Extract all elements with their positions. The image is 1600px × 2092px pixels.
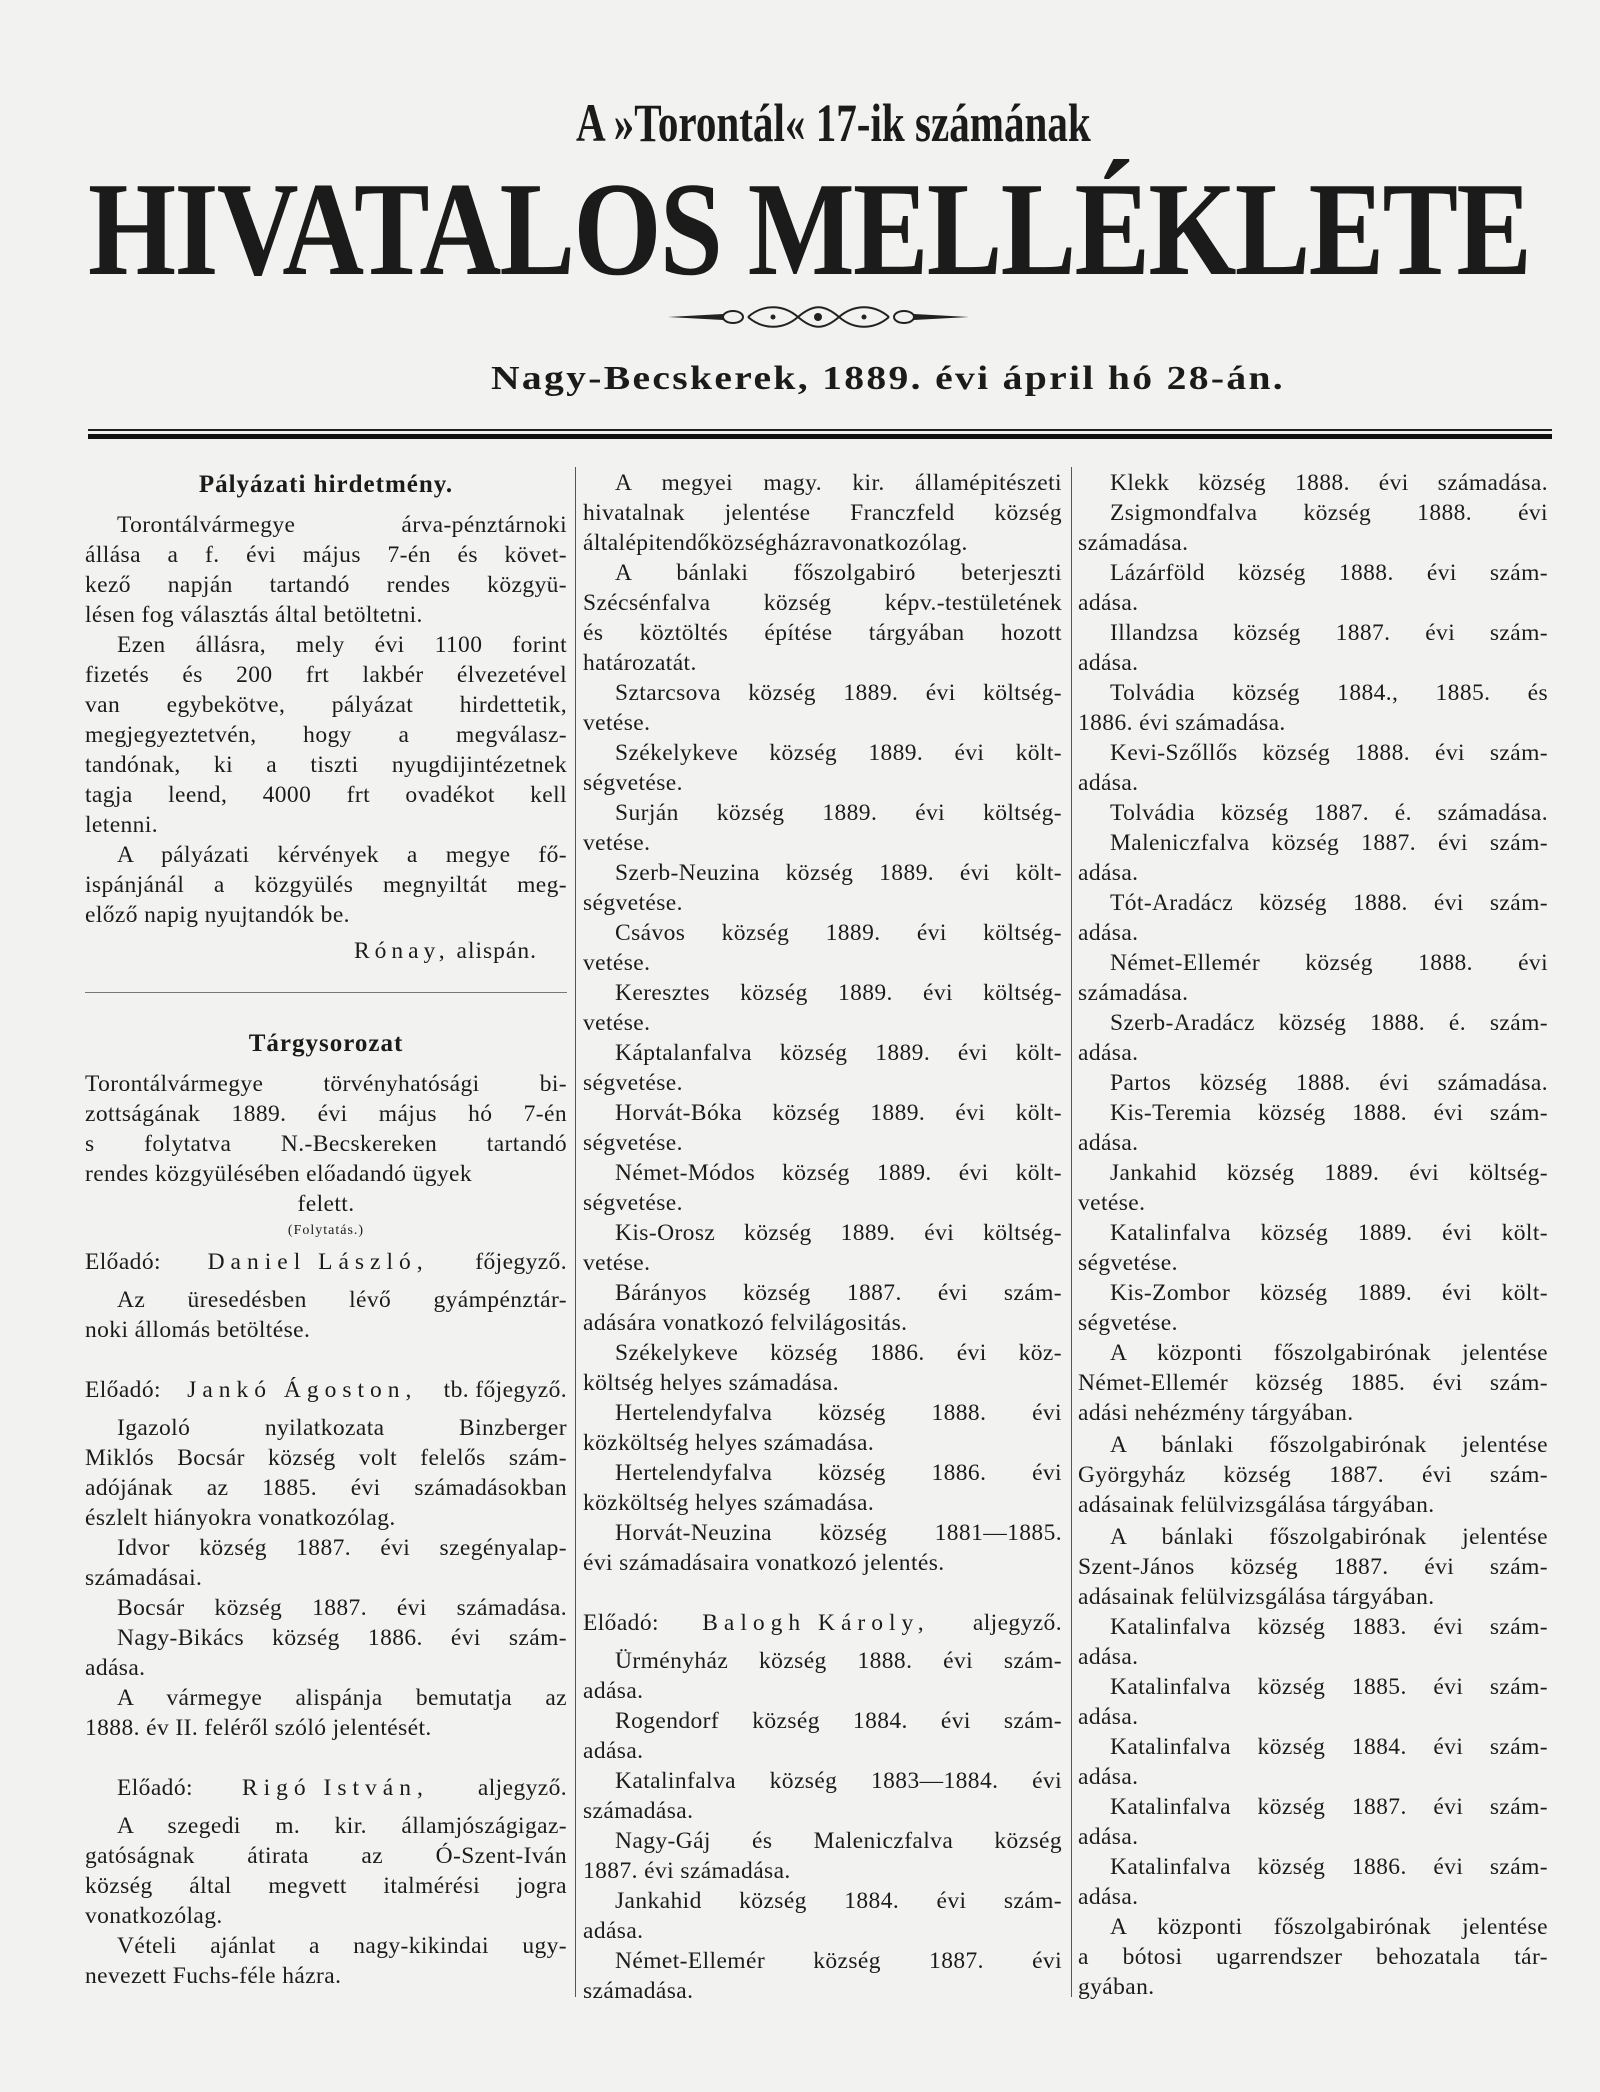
supplement-subtitle: A »Torontál« 17-ik számának bbox=[576, 93, 1091, 153]
text-line: adása. bbox=[1078, 1040, 1139, 1066]
text-line: a bótosi ugarrendszer behozatala tár- bbox=[1078, 1944, 1548, 1970]
agenda-paragraph bbox=[1078, 1612, 1548, 1672]
agenda-paragraph bbox=[1078, 1098, 1548, 1158]
text-line: ispánjánál a közgyülés megnyiltát meg- bbox=[85, 872, 567, 898]
agenda-paragraph bbox=[583, 1646, 1062, 1706]
presenter-line bbox=[583, 1608, 1062, 1638]
text-line: vetése. bbox=[583, 830, 651, 856]
text-line: Nagy-Bikács község 1886. évi szám- bbox=[117, 1625, 567, 1651]
text-line: adása. bbox=[1078, 1130, 1139, 1156]
text-line: gatóságnak átirata az Ó-Szent-Iván bbox=[85, 1843, 567, 1869]
text-line: Keresztes község 1889. évi költség- bbox=[615, 980, 1062, 1006]
text-line: Partos község 1888. évi számadása. bbox=[1110, 1070, 1548, 1096]
text-line: megjegyeztetvén, hogy a megválasz- bbox=[85, 722, 567, 748]
text-line: Lázárföld község 1888. évi szám- bbox=[1110, 560, 1548, 586]
text-line: adása. bbox=[1078, 650, 1139, 676]
text-line: közköltség helyes számadása. bbox=[583, 1430, 875, 1456]
text-line: Katalinfalva község 1889. évi költ- bbox=[1110, 1220, 1548, 1246]
presenter-name: Jankó Ágoston, bbox=[187, 1377, 418, 1403]
text-line: Miklós Bocsár község volt felelős szám- bbox=[85, 1445, 567, 1471]
blank-space bbox=[85, 1743, 567, 1769]
text-line: Katalinfalva község 1883. évi szám- bbox=[1110, 1614, 1548, 1640]
text-line: A bánlaki főszolgabiró beterjeszti bbox=[615, 560, 1062, 586]
text-line: Igazoló nyilatkozata Binzberger bbox=[117, 1415, 567, 1441]
text-line: A szegedi m. kir. államjószágigaz- bbox=[117, 1813, 567, 1839]
text-line: Német-Ellemér község 1887. évi bbox=[615, 1948, 1062, 1974]
text-line: tagja leend, 4000 frt ovadékot kell bbox=[85, 782, 567, 808]
text-line: és köztöltés építése tárgyában hozott bbox=[583, 620, 1062, 646]
text-line: Székelykeve község 1889. évi költ- bbox=[615, 740, 1062, 766]
text-line: Német-Ellemér község 1885. évi szám- bbox=[1078, 1370, 1548, 1396]
text-line: Katalinfalva község 1884. évi szám- bbox=[1110, 1734, 1548, 1760]
text-line: Horvát-Neuzina község 1881—1885. bbox=[615, 1520, 1062, 1546]
agenda-paragraph bbox=[1078, 1852, 1548, 1912]
agenda-paragraph bbox=[583, 1826, 1062, 1886]
text-line: Zsigmondfalva község 1888. évi bbox=[1110, 500, 1548, 526]
agenda-paragraph bbox=[583, 1218, 1062, 1278]
agenda-paragraph bbox=[85, 1413, 567, 1533]
agenda-paragraph bbox=[1078, 1792, 1548, 1852]
text-line: Káptalanfalva község 1889. évi költ- bbox=[615, 1040, 1062, 1066]
text-line: Német-Módos község 1889. évi költ- bbox=[615, 1160, 1062, 1186]
text-line: 1886. évi számadása. bbox=[1078, 710, 1286, 736]
text-line: rendes közgyülésében előadandó ügyek bbox=[85, 1161, 473, 1187]
agenda-paragraph bbox=[583, 1278, 1062, 1338]
agenda-paragraph bbox=[1078, 468, 1548, 498]
presenter-name: Daniel László, bbox=[207, 1249, 429, 1275]
agenda-paragraph bbox=[1078, 1912, 1548, 2002]
text-line: van egybekötve, pályázat hirdettetik, bbox=[85, 692, 567, 718]
text-line: Tolvádia község 1887. é. számadása. bbox=[1110, 800, 1548, 826]
agenda-paragraph bbox=[85, 1683, 567, 1743]
agenda-paragraph bbox=[85, 1533, 567, 1593]
ornament-divider-icon bbox=[663, 302, 974, 332]
text-line: Az üresedésben lévő gyámpénztár- bbox=[117, 1287, 567, 1313]
text-line: vetése. bbox=[583, 950, 651, 976]
text-line: Katalinfalva község 1883—1884. évi bbox=[615, 1768, 1062, 1794]
text-line: letenni. bbox=[85, 812, 159, 838]
text-line: Tolvádia község 1884., 1885. és bbox=[1110, 680, 1548, 706]
text-line: adása. bbox=[1078, 1644, 1139, 1670]
text-line: Német-Ellemér község 1888. évi bbox=[1110, 950, 1548, 976]
text-line: adása. bbox=[1078, 1884, 1139, 1910]
centered-text: felett. bbox=[297, 1191, 355, 1217]
text-line: vetése. bbox=[1078, 1190, 1146, 1216]
text-line: költség helyes számadása. bbox=[583, 1370, 840, 1396]
text-line: lésen fog választás által betöltetni. bbox=[85, 602, 423, 628]
agenda-paragraph bbox=[1078, 948, 1548, 1008]
text-line: Maleniczfalva község 1887. évi szám- bbox=[1110, 830, 1548, 856]
agenda-paragraph bbox=[583, 1946, 1062, 2006]
agenda-paragraph bbox=[85, 1069, 567, 1189]
agenda-paragraph bbox=[85, 1811, 567, 1931]
text-line: számadása. bbox=[1078, 530, 1189, 556]
agenda-paragraph bbox=[1078, 618, 1548, 678]
agenda-paragraph bbox=[1078, 1672, 1548, 1732]
text-line: Szerb-Neuzina község 1889. évi költ- bbox=[615, 860, 1062, 886]
text-line: noki állomás betöltése. bbox=[85, 1317, 311, 1343]
text-line: évi számadásaira vonatkozó jelentés. bbox=[583, 1550, 945, 1576]
dateline: Nagy-Becskerek, 1889. évi ápril hó 28-án. bbox=[491, 360, 1286, 397]
text-line: A bánlaki főszolgabirónak jelentése bbox=[1110, 1524, 1548, 1550]
agenda-paragraph bbox=[583, 558, 1062, 678]
agenda-paragraph bbox=[1078, 828, 1548, 888]
text-line: Bocsár község 1887. évi számadása. bbox=[117, 1595, 567, 1621]
text-line: A megyei magy. kir. államépitészeti bbox=[615, 470, 1062, 496]
signature bbox=[85, 936, 567, 966]
text-line: Szent-János község 1887. évi szám- bbox=[1078, 1554, 1548, 1580]
agenda-paragraph bbox=[583, 468, 1062, 558]
text-line: számadásai. bbox=[85, 1565, 203, 1591]
text-line: állása a f. évi május 7-én és követ- bbox=[85, 542, 567, 568]
text-line: Jankahid község 1889. évi költség- bbox=[1110, 1160, 1548, 1186]
agenda-paragraph bbox=[85, 1285, 567, 1345]
presenter-role: aljegyző. bbox=[477, 1775, 567, 1801]
text-line: adójának az 1885. évi számadásokban bbox=[85, 1475, 567, 1501]
agenda-paragraph bbox=[1078, 1068, 1548, 1098]
column-3 bbox=[1078, 468, 1548, 2002]
text-line: A vármegye alispánja bemutatja az bbox=[117, 1685, 567, 1711]
text-line: Katalinfalva község 1885. évi szám- bbox=[1110, 1674, 1548, 1700]
agenda-paragraph bbox=[583, 858, 1062, 918]
text-line: nevezett Fuchs-féle házra. bbox=[85, 1963, 342, 1989]
presenter-label: Előadó: bbox=[85, 1377, 161, 1403]
text-line: adása. bbox=[1078, 860, 1139, 886]
masthead-title: HIVATALOS MELLÉKLETE bbox=[88, 155, 1531, 303]
text-line: Surján község 1889. évi költség- bbox=[615, 800, 1062, 826]
column-divider bbox=[575, 467, 576, 1997]
text-line: Kis-Orosz község 1889. évi költség- bbox=[615, 1220, 1062, 1246]
agenda-paragraph bbox=[583, 1766, 1062, 1826]
text-line: Torontálvármegye árva-pénztárnoki bbox=[117, 512, 567, 538]
text-line: A bánlaki főszolgabirónak jelentése bbox=[1110, 1432, 1548, 1458]
presenter-name: Balogh Károly, bbox=[702, 1610, 930, 1636]
text-line: ségvetése. bbox=[583, 1190, 683, 1216]
text-line: ségvetése. bbox=[1078, 1310, 1178, 1336]
text-line: határozatát. bbox=[583, 650, 697, 676]
text-line: adása. bbox=[583, 1918, 644, 1944]
blank-space bbox=[583, 1578, 1062, 1604]
text-line: adása. bbox=[583, 1738, 644, 1764]
text-line: adása. bbox=[1078, 1824, 1139, 1850]
text-line: adásainak felülvizsgálása tárgyában. bbox=[1078, 1492, 1435, 1518]
presenter-label: Előadó: bbox=[85, 1249, 161, 1275]
text-line: fizetés és 200 frt lakbér élvezetével bbox=[85, 662, 567, 688]
section-heading: Pályázati hirdetmény. bbox=[198, 471, 454, 498]
text-line: adásainak felülvizsgálása tárgyában. bbox=[1078, 1584, 1435, 1610]
text-line: észlelt hiányokra vonatkozólag. bbox=[85, 1505, 396, 1531]
text-line: adása. bbox=[1078, 770, 1139, 796]
agenda-paragraph bbox=[1078, 1338, 1548, 1428]
text-line: adása. bbox=[1078, 1704, 1139, 1730]
text-line: Kevi-Szőllős község 1888. évi szám- bbox=[1110, 740, 1548, 766]
agenda-paragraph bbox=[1078, 1732, 1548, 1792]
agenda-paragraph bbox=[583, 1038, 1062, 1098]
text-line: Klekk község 1888. évi számadása. bbox=[1110, 470, 1548, 496]
text-line: Hertelendyfalva község 1886. évi bbox=[615, 1460, 1062, 1486]
text-line: hivatalnak jelentése Franczfeld község bbox=[583, 500, 1062, 526]
text-line: Nagy-Gáj és Maleniczfalva község bbox=[615, 1828, 1062, 1854]
text-line: tandónak, ki a tiszti nyugdijintézetnek bbox=[85, 752, 567, 778]
text-line: zottságának 1889. évi május hó 7-én bbox=[85, 1101, 567, 1127]
text-line: Idvor község 1887. évi szegényalap- bbox=[117, 1535, 567, 1561]
text-line: 1888. év II. feléről szóló jelentését. bbox=[85, 1715, 432, 1741]
agenda-paragraph bbox=[583, 1158, 1062, 1218]
text-line: Horvát-Bóka község 1889. évi költ- bbox=[615, 1100, 1062, 1126]
presenter-label: Előadó: bbox=[117, 1775, 193, 1801]
agenda-paragraph bbox=[1078, 738, 1548, 798]
header-rule-thick bbox=[88, 434, 1552, 439]
text-line: Katalinfalva község 1887. évi szám- bbox=[1110, 1794, 1548, 1820]
text-line: Ürményház község 1888. évi szám- bbox=[615, 1648, 1062, 1674]
text-line: ségvetése. bbox=[583, 890, 683, 916]
text-line: Ezen állásra, mely évi 1100 forint bbox=[117, 632, 567, 658]
text-line: Szerb-Aradácz község 1888. é. szám- bbox=[1110, 1010, 1548, 1036]
text-line: Torontálvármegye törvényhatósági bi- bbox=[85, 1071, 567, 1097]
agenda-paragraph bbox=[85, 630, 567, 840]
agenda-paragraph bbox=[1078, 498, 1548, 558]
agenda-paragraph bbox=[85, 510, 567, 630]
text-line: 1887. évi számadása. bbox=[583, 1858, 791, 1884]
agenda-paragraph bbox=[583, 1706, 1062, 1766]
text-line: Bárányos község 1887. évi szám- bbox=[615, 1280, 1062, 1306]
text-line: Jankahid község 1884. évi szám- bbox=[615, 1888, 1062, 1914]
header-rule-thin bbox=[88, 429, 1552, 431]
agenda-paragraph bbox=[85, 1623, 567, 1683]
text-line: Székelykeve község 1886. évi köz- bbox=[615, 1340, 1062, 1366]
presenter-label: Előadó: bbox=[583, 1610, 659, 1636]
agenda-paragraph bbox=[1078, 1008, 1548, 1068]
text-line: község által megvett italmérési jogra bbox=[85, 1873, 567, 1899]
text-line: Tót-Aradácz község 1888. évi szám- bbox=[1110, 890, 1548, 916]
text-line: Kis-Teremia község 1888. évi szám- bbox=[1110, 1100, 1548, 1126]
text-line: adása. bbox=[1078, 590, 1139, 616]
agenda-paragraph bbox=[1078, 798, 1548, 828]
blank-space bbox=[85, 1345, 567, 1371]
signature-role: alispán. bbox=[456, 938, 537, 964]
agenda-paragraph bbox=[583, 918, 1062, 978]
text-line: Szécsénfalva község képv.-testületének bbox=[583, 590, 1062, 616]
agenda-paragraph bbox=[583, 1458, 1062, 1518]
text-line: Csávos község 1889. évi költség- bbox=[615, 920, 1062, 946]
text-line: Vételi ajánlat a nagy-kikindai ugy- bbox=[117, 1933, 567, 1959]
text-line: számadása. bbox=[583, 1978, 694, 2004]
text-line: vetése. bbox=[583, 710, 651, 736]
text-line: A központi főszolgabirónak jelentése bbox=[1110, 1914, 1548, 1940]
agenda-paragraph bbox=[1078, 1158, 1548, 1218]
column-2 bbox=[583, 468, 1062, 2006]
text-line: általépitendőközségházravonatkozólag. bbox=[583, 530, 968, 556]
text-line: Illandzsa község 1887. évi szám- bbox=[1110, 620, 1548, 646]
presenter-role: főjegyző. bbox=[475, 1249, 567, 1275]
agenda-paragraph bbox=[1078, 558, 1548, 618]
text-line: ségvetése. bbox=[583, 1130, 683, 1156]
text-line: kező napján tartandó rendes közgyü- bbox=[85, 572, 567, 598]
agenda-paragraph bbox=[583, 1398, 1062, 1458]
presenter-role: tb. főjegyző. bbox=[443, 1377, 567, 1403]
agenda-paragraph bbox=[85, 1593, 567, 1623]
agenda-paragraph bbox=[1078, 1278, 1548, 1338]
section-heading: Tárgysorozat bbox=[248, 1030, 404, 1057]
text-line: vonatkozólag. bbox=[85, 1903, 223, 1929]
text-line: ségvetése. bbox=[1078, 1250, 1178, 1276]
column-divider bbox=[1071, 467, 1072, 1997]
presenter-name: Rigó István, bbox=[241, 1775, 429, 1801]
agenda-paragraph bbox=[583, 1338, 1062, 1398]
presenter-line bbox=[85, 1375, 567, 1405]
text-line: közköltség helyes számadása. bbox=[583, 1490, 875, 1516]
text-line: adása. bbox=[1078, 920, 1139, 946]
text-line: adása. bbox=[85, 1655, 146, 1681]
agenda-paragraph bbox=[583, 798, 1062, 858]
presenter-line bbox=[85, 1773, 567, 1803]
text-line: adási nehézmény tárgyában. bbox=[1078, 1400, 1354, 1426]
text-line: Rogendorf község 1884. évi szám- bbox=[615, 1708, 1062, 1734]
agenda-paragraph bbox=[583, 1518, 1062, 1578]
agenda-paragraph bbox=[583, 738, 1062, 798]
agenda-paragraph bbox=[583, 1098, 1062, 1158]
text-line: A központi főszolgabirónak jelentése bbox=[1110, 1340, 1548, 1366]
text-line: Hertelendyfalva község 1888. évi bbox=[615, 1400, 1062, 1426]
agenda-paragraph bbox=[1078, 888, 1548, 948]
text-line: adása. bbox=[583, 1678, 644, 1704]
text-line: s folytatva N.-Becskereken tartandó bbox=[85, 1131, 567, 1157]
text-line: vetése. bbox=[583, 1010, 651, 1036]
presenter-role: aljegyző. bbox=[972, 1610, 1062, 1636]
text-line: A pályázati kérvények a megye fő- bbox=[117, 842, 567, 868]
text-line: számadása. bbox=[1078, 980, 1189, 1006]
agenda-paragraph bbox=[583, 1886, 1062, 1946]
section-divider bbox=[85, 992, 567, 993]
agenda-paragraph bbox=[1078, 1430, 1548, 1520]
text-line: Katalinfalva község 1886. évi szám- bbox=[1110, 1854, 1548, 1880]
text-line: Sztarcsova község 1889. évi költség- bbox=[615, 680, 1062, 706]
text-line: számadása. bbox=[583, 1798, 694, 1824]
text-line: adása. bbox=[1078, 1764, 1139, 1790]
text-line: előző napig nyujtandók be. bbox=[85, 902, 350, 928]
text-line: ségvetése. bbox=[583, 770, 683, 796]
text-line: Kis-Zombor község 1889. évi költ- bbox=[1110, 1280, 1548, 1306]
text-line: Györgyház község 1887. évi szám- bbox=[1078, 1462, 1548, 1488]
agenda-paragraph bbox=[1078, 1218, 1548, 1278]
presenter-line bbox=[85, 1247, 567, 1277]
column-1 bbox=[85, 468, 567, 1991]
continuation-note: (Folytatás.) bbox=[287, 1223, 365, 1238]
agenda-paragraph bbox=[85, 840, 567, 930]
agenda-paragraph bbox=[583, 978, 1062, 1038]
agenda-paragraph bbox=[1078, 678, 1548, 738]
text-line: ségvetése. bbox=[583, 1070, 683, 1096]
signature-name: Rónay, bbox=[353, 938, 450, 964]
agenda-paragraph bbox=[1078, 1522, 1548, 1612]
agenda-paragraph bbox=[583, 678, 1062, 738]
text-line: gyában. bbox=[1078, 1974, 1155, 2000]
text-line: adására vonatkozó felvilágositás. bbox=[583, 1310, 908, 1336]
text-line: vetése. bbox=[583, 1250, 651, 1276]
agenda-paragraph bbox=[85, 1931, 567, 1991]
